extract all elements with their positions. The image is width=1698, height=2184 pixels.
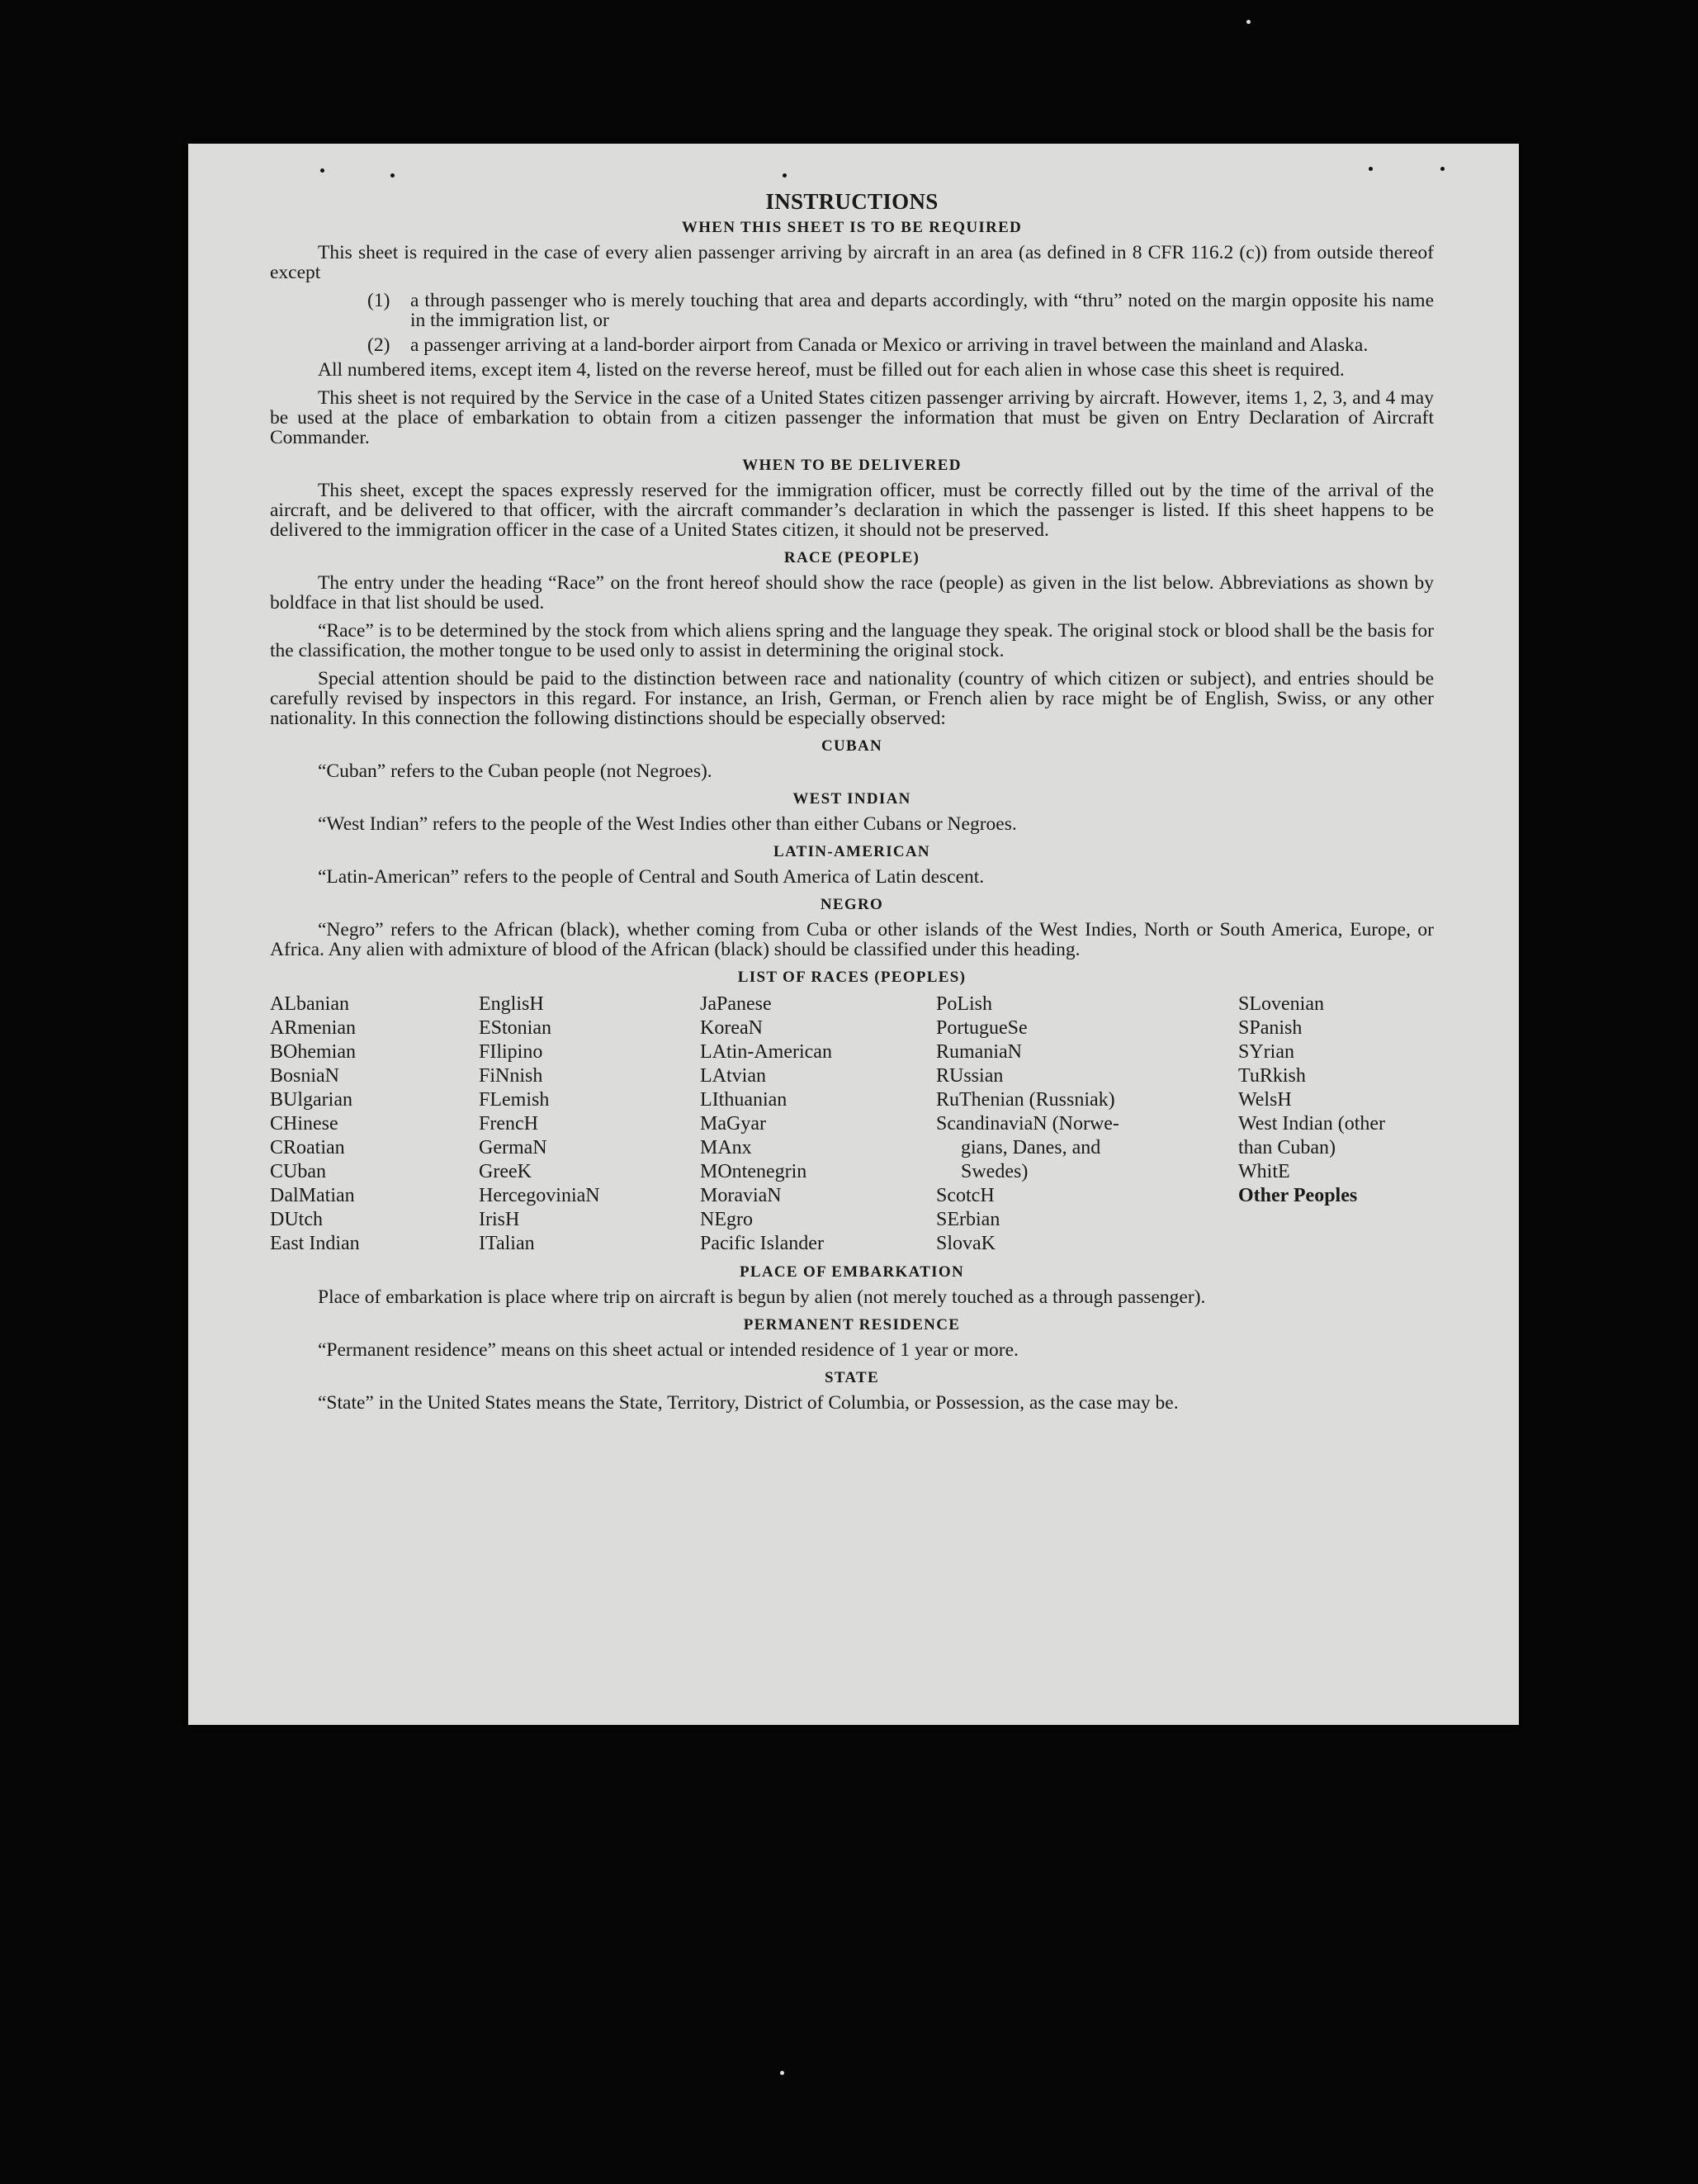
race-entry: FiNnish [479,1065,543,1087]
race-entry: West Indian (other [1238,1113,1386,1135]
heading-when-delivered: WHEN TO BE DELIVERED [742,457,962,474]
race-entry: SErbian [936,1209,1000,1230]
dust-speck [783,173,787,178]
item-number: (1) [367,290,390,311]
race-entry: EnglisH [479,993,544,1015]
race-entry: DUtch [270,1209,323,1230]
race-entry: RUssian [936,1065,1004,1087]
race-entry: CRoatian [270,1137,345,1158]
race-entry: HercegoviniaN [479,1185,600,1206]
heading-state: STATE [825,1369,879,1386]
document-content [270,189,1434,1421]
race-entry: gians, Danes, and [961,1137,1101,1158]
document-page [188,144,1519,1725]
race-entry: CUban [270,1161,326,1182]
race-entry: RumaniaN [936,1041,1022,1063]
race-entry: PortugueSe [936,1017,1028,1039]
dust-speck [780,2071,784,2075]
dust-speck [1246,20,1251,24]
race-entry: WelsH [1238,1089,1292,1111]
race-entry: ScandinaviaN (Norwe- [936,1113,1119,1135]
race-entry: TuRkish [1238,1065,1306,1087]
paragraph: “Latin-American” refers to the people of Central and South America of Latin descent. [318,866,985,888]
paragraph: This sheet is not required by the Service in the case of a United States citizen passenger arriving by aircraft. However, items 1, 2, 3, and 4 may be used at the place of embarkation to obtain from a citizen passenger the information that must be given on Entry Declaration of Aircraft Commander. [270,387,1434,448]
heading-embarkation: PLACE OF EMBARKATION [740,1263,964,1281]
paragraph: The entry under the heading “Race” on the front hereof should show the race (people) as given in the list below. Abbreviations as shown by boldface in that list should be used. [270,572,1434,614]
race-entry: BOhemian [270,1041,356,1063]
race-entry: MaGyar [700,1113,766,1135]
dust-speck [1369,167,1373,171]
race-entry: ALbanian [270,993,349,1015]
race-entry: Other Peoples [1238,1185,1358,1206]
races-column [1238,993,1434,1256]
paragraph: Place of embarkation is place where trip on aircraft is begun by alien (not merely touched as a through passenger). [318,1286,1206,1308]
race-entry: LAtvian [700,1065,766,1087]
race-entry: BosniaN [270,1065,339,1087]
heading-list-of-races: LIST OF RACES (PEOPLES) [737,969,967,986]
race-entry: JaPanese [700,993,772,1015]
heading-residence: PERMANENT RESIDENCE [743,1316,961,1334]
race-entry: LAtin-American [700,1041,832,1063]
paragraph: All numbered items, except item 4, listed on the reverse hereof, must be filled out for each alien in whose case this sheet is required. [318,359,1345,381]
race-entry: IrisH [479,1209,520,1230]
race-entry: FrencH [479,1113,538,1135]
race-entry: ITalian [479,1233,535,1254]
race-entry: ARmenian [270,1017,356,1039]
list-item [270,291,1434,330]
heading-when-required: WHEN THIS SHEET IS TO BE REQUIRED [681,219,1023,236]
paragraph: “West Indian” refers to the people of the West Indies other than either Cubans or Negroes. [318,813,1017,835]
item-number: (2) [367,334,390,356]
list-item [270,335,1434,355]
heading-latin-american: LATIN-AMERICAN [773,843,930,860]
race-entry: BUlgarian [270,1089,352,1111]
race-entry: CHinese [270,1113,338,1135]
race-entry: GermaN [479,1137,547,1158]
race-entry: MAnx [700,1137,752,1158]
race-entry: SlovaK [936,1233,996,1254]
race-entry: DalMatian [270,1185,355,1206]
races-column [700,993,936,1256]
races-column [479,993,700,1256]
race-entry: PoLish [936,993,993,1015]
paragraph: “Cuban” refers to the Cuban people (not Negroes). [318,760,712,782]
dust-speck [390,173,395,178]
race-entry: SLovenian [1238,993,1324,1015]
race-entry: LIthuanian [700,1089,788,1111]
item-text: a passenger arriving at a land-border airport from Canada or Mexico or arriving in travel between the mainland and Alaska. [410,334,1369,356]
race-entry: FIlipino [479,1041,543,1063]
race-entry: FLemish [479,1089,550,1111]
race-entry: than Cuban) [1238,1137,1336,1158]
race-entry: NEgro [700,1209,753,1230]
dust-speck [1440,167,1445,171]
paragraph: “Permanent residence” means on this sheet actual or intended residence of 1 year or more. [318,1339,1019,1361]
race-entry: MoraviaN [700,1185,782,1206]
item-text: a through passenger who is merely touching that area and departs accordingly, with “thru” noted on the margin opposite his name in the immigration list, or [410,290,1434,331]
race-entry: GreeK [479,1161,532,1182]
dust-speck [320,168,324,173]
race-entry: RuThenian (Russniak) [936,1089,1115,1111]
race-entry: WhitE [1238,1161,1290,1182]
race-entry: MOntenegrin [700,1161,807,1182]
race-entry: SPanish [1238,1017,1303,1039]
paragraph: “State” in the United States means the State, Territory, District of Columbia, or Possession, as the case may be. [318,1392,1179,1414]
heading-cuban: CUBAN [821,737,883,755]
race-entry: Swedes) [961,1161,1029,1182]
heading-negro: NEGRO [820,896,884,913]
races-column [936,993,1238,1256]
race-entry: East Indian [270,1233,360,1254]
paragraph: This sheet, except the spaces expressly reserved for the immigration officer, must be correctly filled out by the time of the arrival of the aircraft, and be delivered to that officer, with the aircraft commander’s declaration in which the passenger is listed. If this sheet happens to be delivered to the immigration officer in the case of a United States citizen, it should not be preserved. [270,480,1434,541]
race-entry: EStonian [479,1017,551,1039]
page-title: INSTRUCTIONS [765,189,939,214]
heading-race: RACE (PEOPLE) [783,549,920,566]
race-entry: KoreaN [700,1017,763,1039]
races-column [270,993,479,1256]
heading-west-indian: WEST INDIAN [792,790,911,808]
race-entry: Pacific Islander [700,1233,824,1254]
races-list [270,993,1434,1256]
paragraph: This sheet is required in the case of every alien passenger arriving by aircraft in an area (as defined in 8 CFR 116.2 (c)) from outside thereof except [270,242,1434,283]
paragraph: “Race” is to be determined by the stock from which aliens spring and the language they speak. The original stock or blood shall be the basis for the classification, the mother tongue to be used only to assist in determining the original stock. [270,620,1434,661]
paragraph: Special attention should be paid to the distinction between race and nationality (country of which citizen or subject), and entries should be carefully revised by inspectors in this regard. For instance, an Irish, German, or French alien by race might be of English, Swiss, or any other nationality. In this connection the following distinctions should be especially observed: [270,668,1434,729]
race-entry: ScotcH [936,1185,995,1206]
paragraph: “Negro” refers to the African (black), whether coming from Cuba or other islands of the West Indies, North or South America, Europe, or Africa. Any alien with admixture of blood of the African (black) should be classified under this heading. [270,919,1434,960]
race-entry: SYrian [1238,1041,1294,1063]
